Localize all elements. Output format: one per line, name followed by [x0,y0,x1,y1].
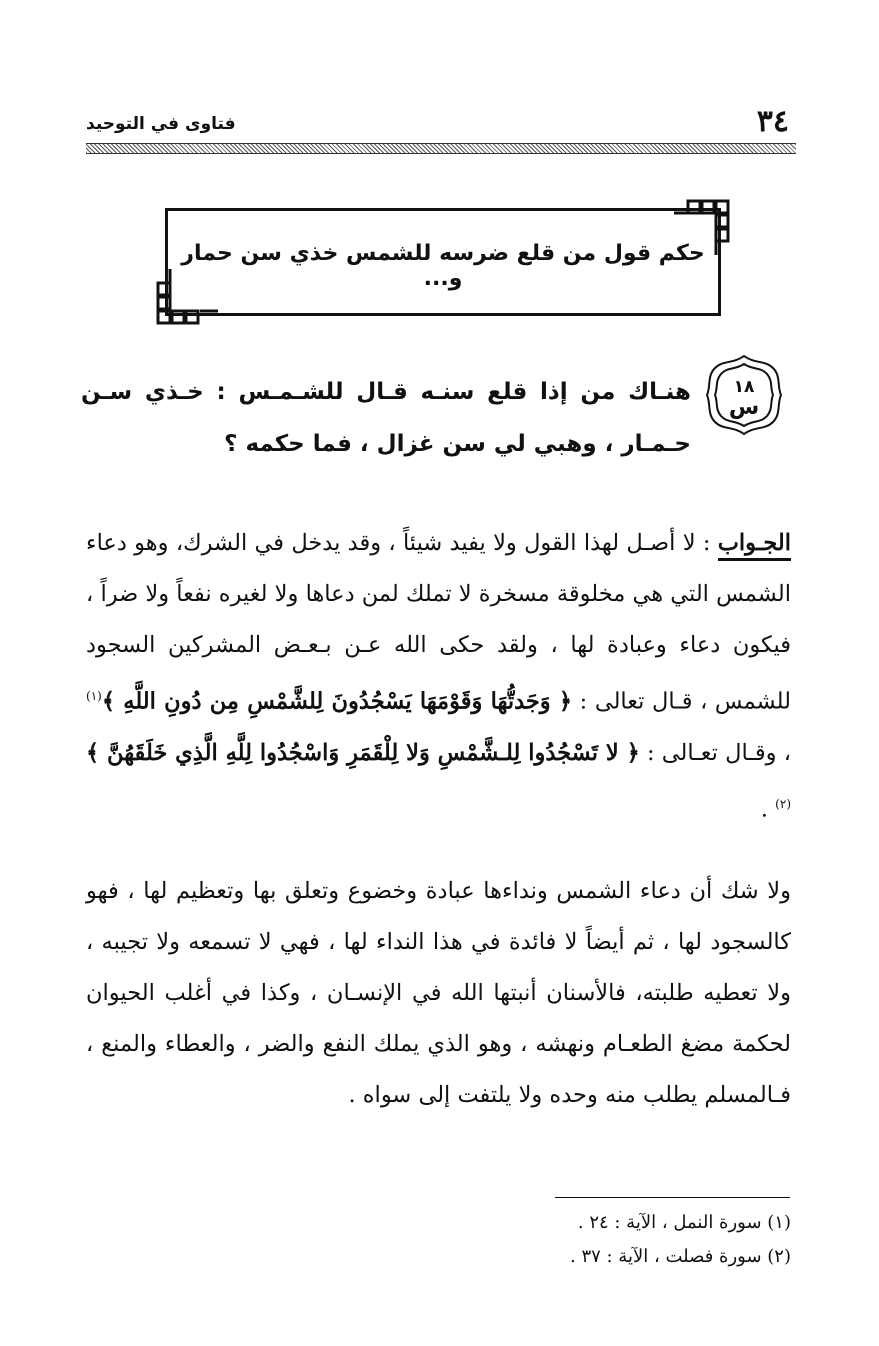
quran-verse: ﴿ لا تَسْجُدُوا لِلـشَّمْسِ وَلا لِلْقَمَرِ وَاسْجُدُوا لِلَّهِ الَّذِي خَلَقَهُنَّ ﴾ [86,739,640,766]
footnote-item: (١) سورة النمل ، الآية : ٢٤ . [577,1212,791,1233]
running-header-title: فتاوى في التوحيد [86,114,236,134]
question-number-badge [703,352,785,438]
answer-text: . [760,796,776,822]
answer-text: : لا أصـل لهذا القول ولا يفيد شيئاً ، وقد يدخل في الشرك، وهو دعاء الشمس التي هي مخلوقة مسخرة لا تملك لمن دعاها ولا لغيره نفعاً ولا ضراً ، فيكون دعاء وعبادة لها ، ولقد حكى الله عـن بـعـض المشركين السجود للشمس ، قـال تعالى : [86,530,791,715]
footnote-rule [555,1197,790,1198]
answer-label: الجـواب [718,530,791,561]
question-number: ١٨ [733,377,755,397]
answer-paragraph-2: ولا شك أن دعاء الشمس ونداءها عبادة وخضوع وتعلق بها وتعظيم لها ، فهو كالسجود لها ، ثم أيضاً لا فائدة في هذا النداء لها ، فهي لا تسمعه ولا تجيبه ، ولا تعطيه طلبته، فالأسنان أنبتها الله في الإنسـان ، وكذا في أغلب الحيوان لحكمة مضغ الطعـام ونهشه ، وهو الذي يملك النفع والضر ، والعطاء والمنع ، فـالمسلم يطلب منه وحده ولا يلتفت إلى سواه . [86,878,791,1108]
answer-paragraph [86,518,791,835]
header-rule [86,143,796,154]
fatwa-title: حكم قول من قلع ضرسه للشمس خذي سن حمار و... [181,241,705,291]
quran-verse: ﴿ وَجَدتُّهَا وَقَوْمَهَا يَسْجُدُونَ لِلشَّمْسِ مِن دُونِ اللَّهِ ﴾ [101,688,573,715]
fatwa-title-frame [165,208,721,316]
page-number: ٣٤ [756,104,789,139]
question-letter: س [728,395,760,420]
footnote-item: (٢) سورة فصلت ، الآية : ٣٧ . [569,1246,791,1267]
footnote-ref[interactable]: (٢) [775,796,791,811]
question-text: هنـاك من إذا قلع سنـه قـال للشـمـس : خـذي سـن حـمـار ، وهبي لي سن غزال ، فما حكمه ؟ [81,379,691,457]
footnotes [86,1206,791,1274]
corner-ornament-icon [156,267,220,325]
footnote-ref[interactable]: (١) [86,689,102,703]
answer-text: ، وقـال تعـالى : [639,739,791,766]
